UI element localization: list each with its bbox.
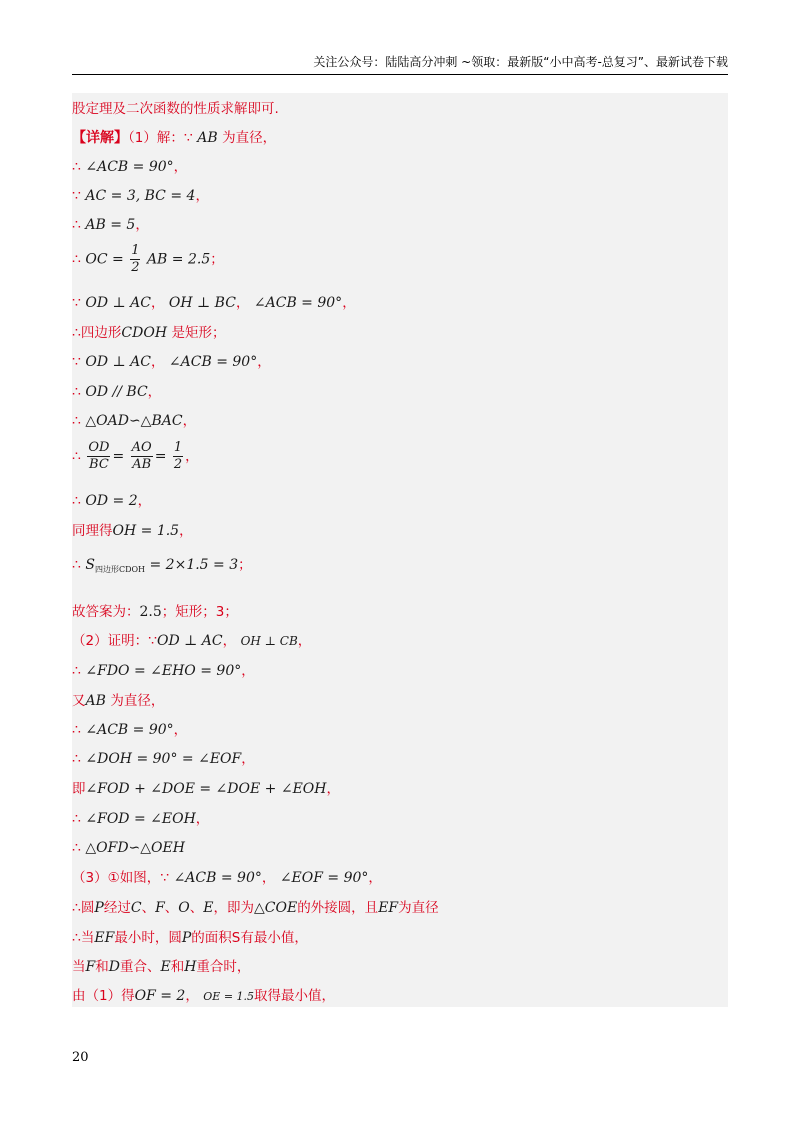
page-header <box>72 52 728 75</box>
line-27: ∴当EF最小时，圆P的面积S有最小值， <box>72 930 308 946</box>
line-24: ∴ △OFD∽△OEH <box>72 840 185 856</box>
line-4: ∵ AC = 3, BC = 4， <box>72 188 209 204</box>
line-8: ∴四边形CDOH 是矩形； <box>72 325 226 341</box>
line-18: ∴ ∠FDO = ∠EHO = 90°， <box>72 663 255 679</box>
line-12: ∴ $\frac{OD}{BC}$ = $\frac{AO}{AB}$ = $\frac{1}{2}$ ， <box>72 440 199 472</box>
line-15: ∴ $S_{四边形CDOH} = 2\times 1.5 = 3$； <box>72 557 252 574</box>
line-3: ∴ ∠ACB = 90°， <box>72 159 188 175</box>
line-23: ∴ ∠FOD = ∠EOH， <box>72 811 210 827</box>
line-13: ∴ OD = 2， <box>72 493 152 509</box>
line-28: 当F和D重合、E和H重合时， <box>72 959 251 975</box>
line-11: ∴ △OAD∽△BAC， <box>72 413 197 429</box>
line-22: 即∠FOD + ∠DOE = ∠DOE + ∠EOH， <box>72 781 340 797</box>
fraction-ao-ab: $\frac{AO}{AB}$ <box>131 440 152 472</box>
line-2: 【详解】（1）解：∵ AB 为直径， <box>72 130 277 146</box>
line-29: 由（1）得OF = 2， OE = 1.5取得最小值， <box>72 988 336 1004</box>
line-1: 股定理及二次函数的性质求解即可. <box>72 101 279 117</box>
fraction-od-bc: $\frac{OD}{BC}$ <box>88 440 110 472</box>
line-17: （2）证明：∵OD ⊥ AC， OH ⊥ CB， <box>72 633 312 649</box>
line-20: ∴ ∠ACB = 90°， <box>72 722 188 738</box>
line-25: （3）①如图，∵ ∠ACB = 90°， ∠EOF = 90°， <box>72 870 382 886</box>
line-9: ∵ OD ⊥ AC， ∠ACB = 90°， <box>72 354 271 370</box>
page-number: 20 <box>72 1050 89 1065</box>
line-6: ∴ OC = $\frac{1}{2}$ AB = 2.5； <box>72 243 224 275</box>
line-14: 同理得OH = 1.5， <box>72 523 193 539</box>
line-26: ∴圆P经过C、F、O、E，即为△COE的外接圆，且EF为直径 <box>72 900 439 916</box>
line-7: ∵ OD ⊥ AC， OH ⊥ BC， ∠ACB = 90°， <box>72 295 356 311</box>
header-text: 关注公众号：陆陆高分冲刺 ~领取：最新版“小中高考-总复习”、最新试卷下载 <box>313 55 728 69</box>
solution-content <box>72 93 728 1007</box>
line-19: 又AB 为直径， <box>72 693 165 709</box>
line-21: ∴ ∠DOH = 90° = ∠EOF， <box>72 751 255 767</box>
line-5: ∴ AB = 5， <box>72 217 149 233</box>
line-16: 故答案为：2.5；矩形；3； <box>72 604 238 620</box>
line-10: ∴ OD // BC， <box>72 384 162 400</box>
fraction-one-half: $\frac{1}{2}$ <box>131 243 140 275</box>
fraction-one-half-2: $\frac{1}{2}$ <box>173 440 183 472</box>
